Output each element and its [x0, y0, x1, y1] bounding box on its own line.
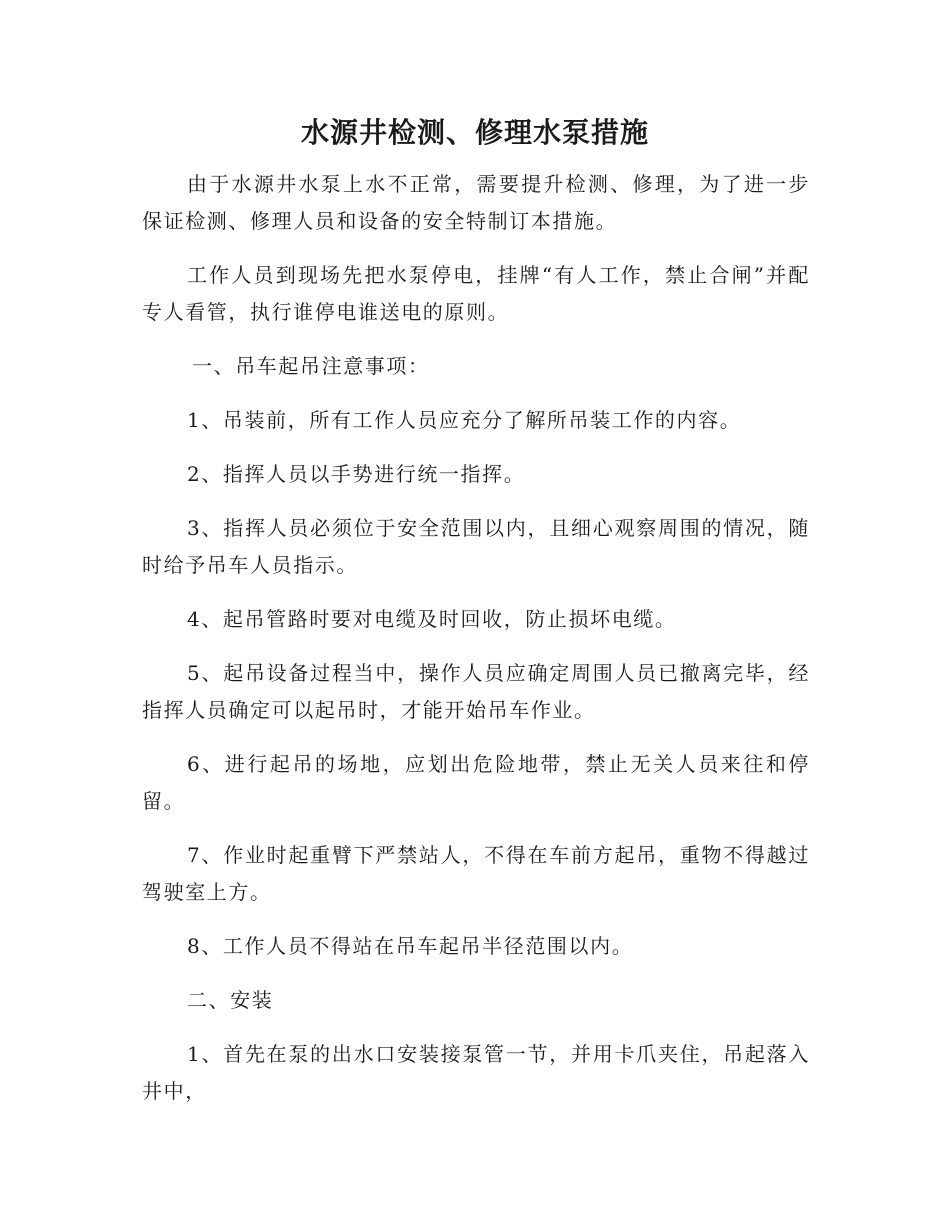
power-off-paragraph: 工作人员到现场先把水泵停电，挂牌“有人工作，禁止合闸”并配专人看管，执行谁停电谁送电的原则。 [142, 263, 810, 324]
intro-paragraph: 由于水源井水泵上水不正常，需要提升检测、修理，为了进一步保证检测、修理人员和设备的安全特制订本措施。 [142, 172, 810, 233]
document-body [142, 166, 810, 1127]
crane-item-2: 2、指挥人员以手势进行统一指挥。 [187, 462, 526, 486]
crane-item-5: 5、起吊设备过程当中，操作人员应确定周围人员已撤离完毕，经指挥人员确定可以起吊时，才能开始吊车作业。 [142, 661, 810, 722]
crane-item-1: 1、吊装前，所有工作人员应充分了解所吊装工作的内容。 [187, 408, 742, 432]
crane-item-7: 7、作业时起重臂下严禁站人，不得在车前方起吊，重物不得越过驾驶室上方。 [142, 843, 810, 904]
install-item-1: 1、首先在泵的出水口安装接泵管一节，并用卡爪夹住，吊起落入井中， [142, 1042, 810, 1103]
document-title: 水源井检测、修理水泵措施 [300, 116, 649, 149]
crane-item-3: 3、指挥人员必须位于安全范围以内，且细心观察周围的情况，随时给予吊车人员指示。 [142, 516, 810, 577]
crane-item-6: 6、进行起吊的场地，应划出危险地带，禁止无关人员来往和停留。 [142, 752, 810, 813]
crane-item-8: 8、工作人员不得站在吊车起吊半径范围以内。 [187, 934, 634, 958]
crane-item-4: 4、起吊管路时要对电缆及时回收，防止损坏电缆。 [187, 607, 677, 631]
section-heading-install: 二、安装 [187, 988, 274, 1012]
section-heading-crane: 一、吊车起吊注意事项： [192, 354, 430, 378]
